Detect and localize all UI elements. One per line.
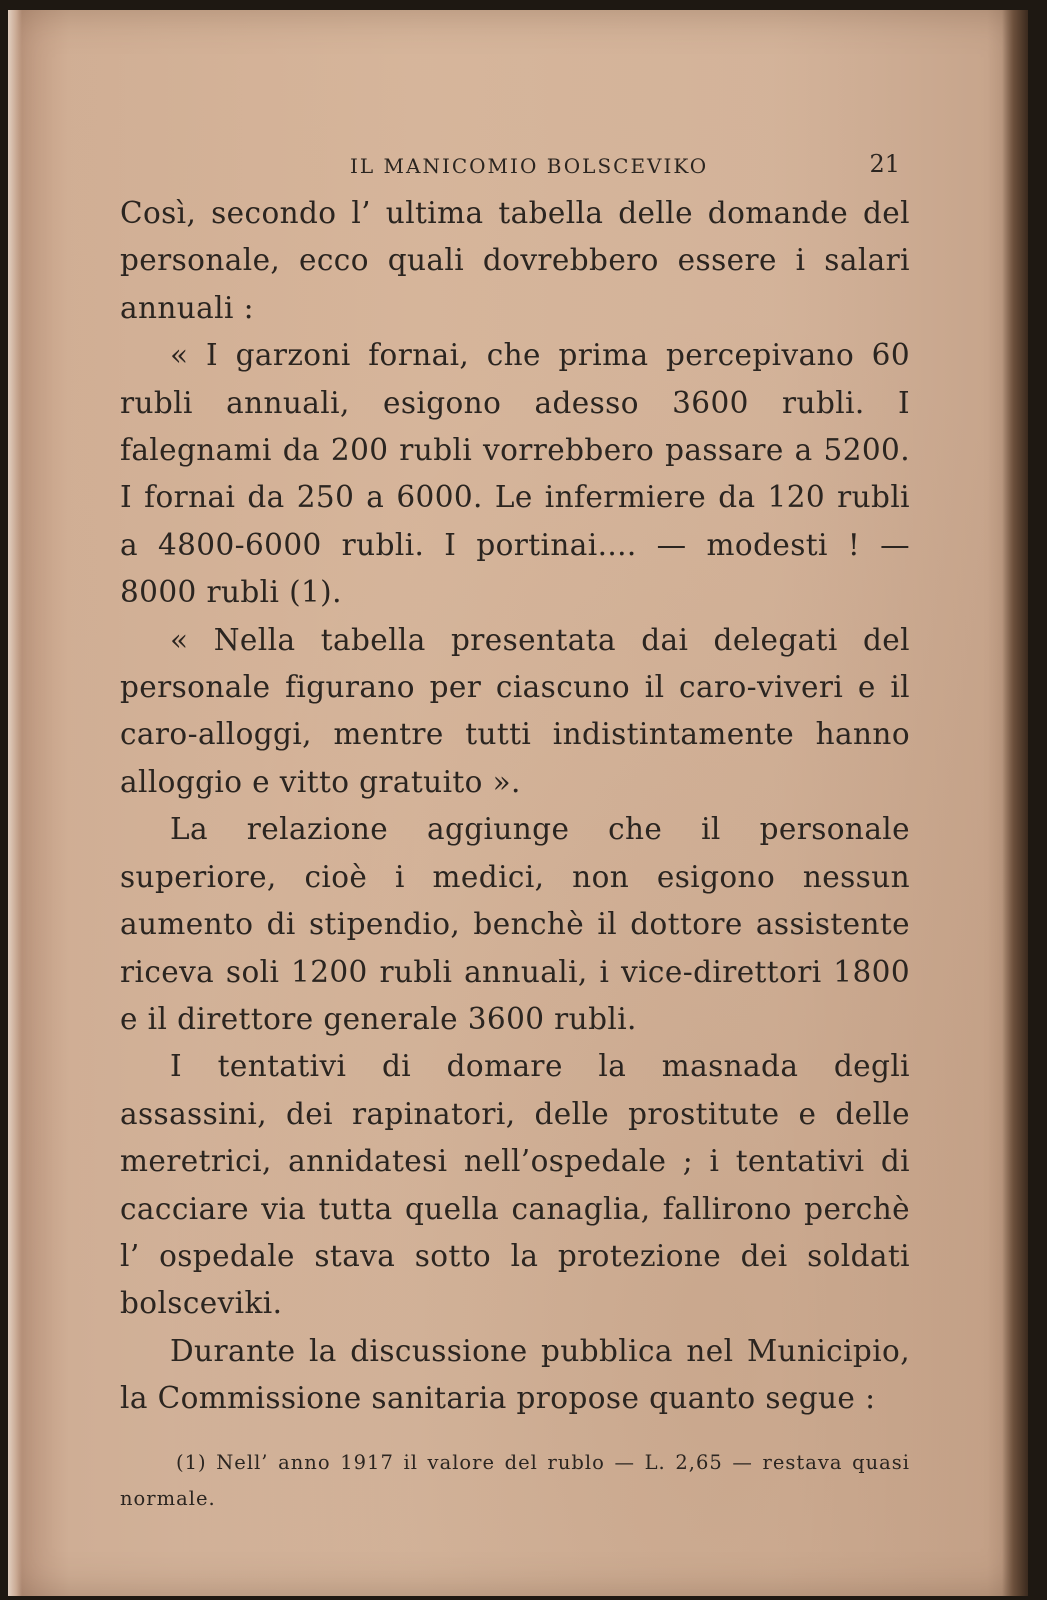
paragraph-1: Così, secondo l’ ultima tabella delle domande del personale, ecco quali dovrebbero essere i salari annuali : [120, 196, 910, 325]
footnote-spacer [120, 1423, 910, 1445]
page-edge-shadow [1002, 10, 1028, 1596]
book-page [8, 10, 1028, 1596]
running-title: IL MANICOMIO BOLSCEVIKO [350, 154, 709, 178]
page-gutter [8, 10, 22, 1596]
paragraph-2: « I garzoni fornai, che prima percepivano 60 rubli annuali, esigono adesso 3600 rubli. I falegnami da 200 rubli vorrebbero passare a 5200. I fornai da 250 a 6000. Le infermiere da 120 rubli a 4800-6000 rubli. I portinai.... — modesti ! — 8000 rubli (1). [120, 338, 910, 610]
paragraph-4: La relazione aggiunge che il personale superiore, cioè i medici, non esigono nessun aumento di stipendio, benchè il dottore assistente riceva soli 1200 rubli annuali, i vice-direttori 1800 e il direttore generale 3600 rubli. [120, 812, 910, 1036]
running-head [120, 140, 910, 190]
paragraph-3: « Nella tabella presentata dai delegati del personale figurano per ciascuno il caro-viveri e il caro-alloggi, mentre tutti indistintamente hanno alloggio e vitto gratuito ». [120, 622, 910, 799]
paragraph-6: Durante la discussione pubblica nel Municipio, la Commissione sanitaria propose quanto segue : [120, 1333, 910, 1416]
paragraph-5: I tentativi di domare la masnada degli assassini, dei rapinatori, delle prostitute e delle meretrici, annidatesi nell’ospedale ; i tentativi di cacciare via tutta quella canaglia, fallirono perchè l’ ospedale stava sotto la protezione dei soldati bolsceviki. [120, 1049, 910, 1321]
text-block [120, 140, 910, 1517]
page-number: 21 [869, 150, 900, 178]
footnote: (1) Nell’ anno 1917 il valore del rublo — L. 2,65 — restava quasi normale. [120, 1450, 910, 1510]
